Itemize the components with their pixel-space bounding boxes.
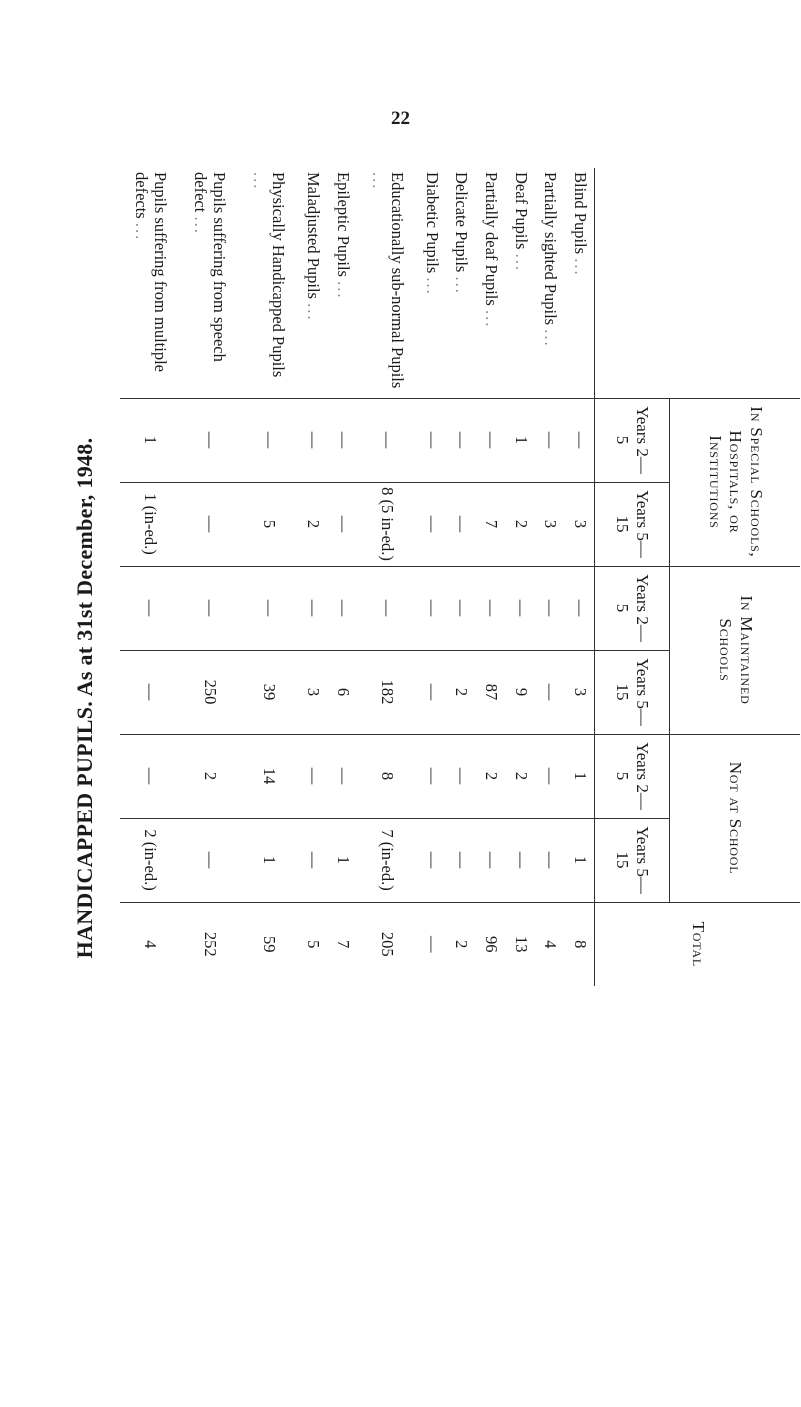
table-cell: — — [476, 566, 506, 650]
table-cell: 2 — [179, 734, 238, 818]
table-cell: — — [328, 398, 358, 482]
table-cell: 96 — [476, 902, 506, 986]
page-title: HANDICAPPED PUPILS. As at 31st December, 1948. — [72, 437, 97, 959]
table-cell: 252 — [179, 902, 238, 986]
table-cell: — — [179, 482, 238, 566]
row-label-text: Blind Pupils — [571, 172, 591, 255]
subheader-years: Years 2—5 — [595, 398, 670, 482]
table-cell: — — [179, 818, 238, 902]
table-cell: 59 — [239, 902, 298, 986]
table-cell: 2 — [505, 734, 535, 818]
table-cell: — — [239, 398, 298, 482]
subheader-years: Years 2—5 — [595, 566, 670, 650]
row-label-text: Physically Handicapped Pupils — [269, 172, 289, 378]
header-total: Total — [595, 902, 800, 986]
leader-dots: ... — [131, 222, 151, 242]
table-cell: — — [298, 734, 328, 818]
table-cell: — — [535, 650, 565, 734]
row-label — [328, 168, 358, 398]
leader-dots: ... — [541, 329, 561, 348]
leader-dots: ... — [452, 276, 472, 295]
table-cell: 2 — [446, 902, 476, 986]
table-cell: — — [120, 566, 179, 650]
table-cell: 2 — [446, 650, 476, 734]
table-cell: 1 — [120, 398, 179, 482]
leader-dots: ... — [250, 172, 270, 191]
subheader-years: Years 5—15 — [595, 650, 670, 734]
table-cell: 39 — [239, 650, 298, 734]
table-cell: 2 — [298, 482, 328, 566]
corner-cell — [595, 168, 800, 398]
table-cell: — — [357, 566, 416, 650]
table-cell: — — [328, 482, 358, 566]
table-row — [416, 168, 446, 1406]
page-number: 22 — [391, 108, 410, 129]
row-label-text: Partially sighted Pupils — [541, 172, 561, 326]
table-cell: — — [446, 482, 476, 566]
row-label — [446, 168, 476, 398]
table-row — [357, 168, 416, 1406]
header-maintained-schools: In Maintained Schools — [670, 566, 800, 734]
table-cell: — — [328, 566, 358, 650]
table-cell: 3 — [565, 482, 595, 566]
table-row — [446, 168, 476, 1406]
row-label — [120, 168, 179, 398]
table-cell: — — [476, 818, 506, 902]
table-cell: — — [416, 566, 446, 650]
table-cell: 9 — [505, 650, 535, 734]
leader-dots: ... — [571, 258, 591, 277]
table-cell: 2 — [476, 734, 506, 818]
table-cell: — — [446, 734, 476, 818]
leader-dots: ... — [333, 281, 353, 300]
table-cell: 1 — [328, 818, 358, 902]
row-label — [416, 168, 446, 398]
subheader-years: Years 2—5 — [595, 734, 670, 818]
row-label — [535, 168, 565, 398]
table-cell: 5 — [298, 902, 328, 986]
row-label-text: Delicate Pupils — [452, 172, 472, 273]
table-cell: 7 — [476, 482, 506, 566]
table-cell: 205 — [357, 902, 416, 986]
group-header-row — [670, 168, 800, 1406]
table-cell: — — [298, 398, 328, 482]
row-label-text: Deaf Pupils — [511, 172, 531, 250]
table-cell: — — [120, 650, 179, 734]
table-cell: 7 — [328, 902, 358, 986]
row-label — [505, 168, 535, 398]
table-cell: 3 — [565, 650, 595, 734]
table-cell: — — [476, 398, 506, 482]
table-cell: 87 — [476, 650, 506, 734]
leader-dots: ... — [304, 303, 324, 322]
row-label — [239, 168, 298, 398]
table-cell: — — [535, 566, 565, 650]
row-label-text: Partially deaf Pupils — [482, 172, 502, 306]
table-cell: — — [565, 398, 595, 482]
table-cell: 1 — [565, 818, 595, 902]
row-label — [565, 168, 595, 398]
row-label — [298, 168, 328, 398]
row-label-text: Pupils suffering from speech defect — [191, 172, 230, 362]
table-cell: — — [446, 566, 476, 650]
table-cell: — — [535, 398, 565, 482]
table-cell: — — [239, 566, 298, 650]
table-cell: — — [416, 398, 446, 482]
row-label — [179, 168, 238, 398]
table-row — [120, 168, 179, 1406]
row-label-text: Educationally sub-normal Pupils — [387, 172, 407, 389]
table-cell: 4 — [535, 902, 565, 986]
table-cell: 8 — [357, 734, 416, 818]
leader-dots: ... — [422, 277, 442, 296]
table-cell: 5 — [239, 482, 298, 566]
handicapped-pupils-table — [120, 168, 800, 1407]
rotated-table-frame — [120, 168, 800, 1398]
leader-dots: ... — [511, 253, 531, 272]
table-cell: — — [446, 818, 476, 902]
subheader-years: Years 5—15 — [595, 482, 670, 566]
leader-dots: ... — [368, 172, 388, 191]
table-cell: — — [416, 650, 446, 734]
table-row — [179, 168, 238, 1406]
table-cell: 7 (in-ed.) — [357, 818, 416, 902]
table-cell: — — [298, 566, 328, 650]
table-cell: — — [179, 398, 238, 482]
table-cell: — — [416, 818, 446, 902]
table-cell: — — [357, 398, 416, 482]
table-cell: — — [505, 818, 535, 902]
row-label-text: Epileptic Pupils — [333, 172, 353, 277]
table-cell: 1 — [565, 734, 595, 818]
table-cell: 250 — [179, 650, 238, 734]
table-cell: 182 — [357, 650, 416, 734]
table-cell: — — [505, 566, 535, 650]
row-label-text: Pupils suffering from multiple defects — [131, 172, 170, 372]
table-cell: 4 — [120, 902, 179, 986]
table-row — [298, 168, 328, 1406]
row-label — [476, 168, 506, 398]
table-cell: 2 — [505, 482, 535, 566]
table-cell: — — [565, 566, 595, 650]
table-row — [476, 168, 506, 1406]
table-cell: — — [416, 734, 446, 818]
table-cell: 8 — [565, 902, 595, 986]
table-row — [239, 168, 298, 1406]
table-row — [505, 168, 535, 1406]
table-cell: — — [535, 734, 565, 818]
table-row — [565, 168, 595, 1406]
header-not-at-school: Not at School — [670, 734, 800, 902]
table-cell: 3 — [535, 482, 565, 566]
table-cell: — — [298, 818, 328, 902]
table-cell: 1 — [505, 398, 535, 482]
table-cell: — — [179, 566, 238, 650]
leader-dots: ... — [191, 216, 211, 235]
table-cell: — — [446, 398, 476, 482]
subheader-years: Years 5—15 — [595, 818, 670, 902]
table-row — [535, 168, 565, 1406]
table-cell: — — [120, 734, 179, 818]
table-cell: 13 — [505, 902, 535, 986]
table-cell: 14 — [239, 734, 298, 818]
leader-dots: ... — [482, 309, 502, 329]
table-cell: — — [328, 734, 358, 818]
table-cell: 8 (5 in-ed.) — [357, 482, 416, 566]
table-cell: — — [535, 818, 565, 902]
row-label-text: Maladjusted Pupils — [304, 172, 324, 299]
table-cell: 3 — [298, 650, 328, 734]
table-cell: 6 — [328, 650, 358, 734]
table-cell: 2 (in-ed.) — [120, 818, 179, 902]
table-row — [328, 168, 358, 1406]
row-label — [357, 168, 416, 398]
table-cell: — — [416, 902, 446, 986]
header-special-schools: In Special Schools, Hospitals, or Institutions — [670, 398, 800, 566]
table-cell: 1 — [239, 818, 298, 902]
table-cell: — — [416, 482, 446, 566]
table-cell: 1 (in-ed.) — [120, 482, 179, 566]
row-label-text: Diabetic Pupils — [422, 172, 442, 274]
